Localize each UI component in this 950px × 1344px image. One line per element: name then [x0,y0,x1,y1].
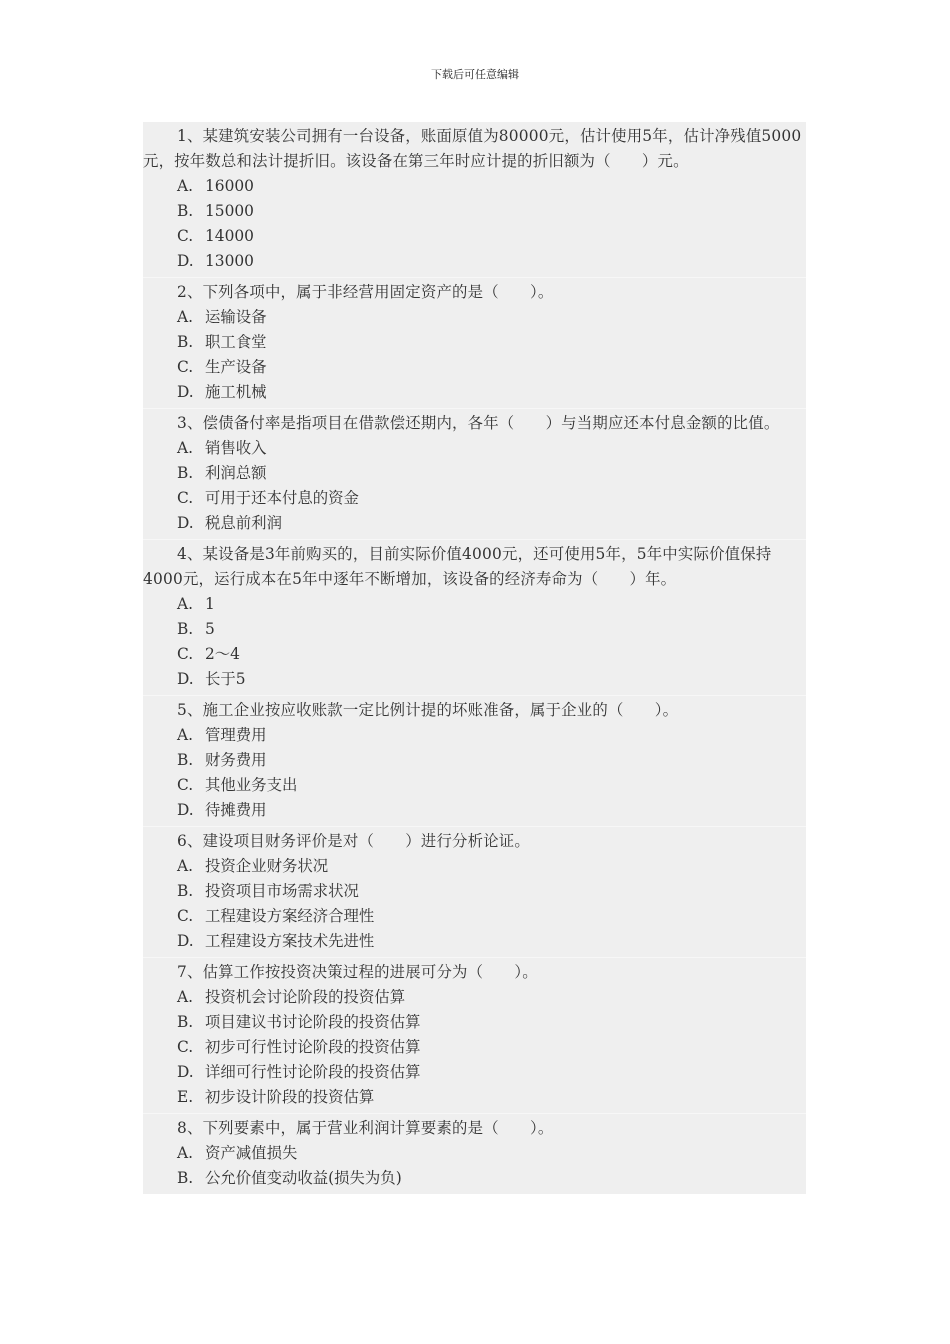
option-text: 5 [205,620,215,638]
question-8 [143,1114,806,1194]
option-text: 14000 [205,227,254,245]
option-text: 公允价值变动收益(损失为负) [205,1169,402,1187]
answer-option [143,436,806,461]
answer-option [143,199,806,224]
answer-option [143,249,806,274]
option-letter: A. [177,1144,194,1162]
answer-option [143,305,806,330]
answer-option [143,1035,806,1060]
option-letter: A. [177,308,194,326]
answer-option [143,511,806,536]
answer-option [143,1141,806,1166]
question-stem: 6、建设项目财务评价是对（ ）进行分析论证。 [177,832,530,850]
answer-option [143,854,806,879]
option-text: 生产设备 [205,358,267,376]
answer-option [143,879,806,904]
option-text: 管理费用 [205,726,267,744]
option-text: 职工食堂 [205,333,267,351]
option-letter: A. [177,988,194,1006]
answer-option [143,798,806,823]
question-7 [143,958,806,1113]
option-letter: D. [177,1063,194,1081]
option-letter: B. [177,333,194,351]
option-text: 工程建设方案经济合理性 [205,907,375,925]
question-1 [143,122,806,277]
option-letter: B. [177,882,194,900]
question-stem: 7、估算工作按投资决策过程的进展可分为（ ）。 [177,963,538,981]
question-stem: 4、某设备是3年前购买的，目前实际价值4000元，还可使用5年，5年中实际价值保持4000元，运行成本在5年中逐年不断增加，该设备的经济寿命为（ ）年。 [143,545,772,588]
option-letter: B. [177,1169,194,1187]
option-letter: B. [177,620,194,638]
option-text: 项目建议书讨论阶段的投资估算 [205,1013,421,1031]
answer-option [143,748,806,773]
option-text: 初步设计阶段的投资估算 [205,1088,375,1106]
answer-option [143,224,806,249]
option-text: 财务费用 [205,751,267,769]
option-text: 工程建设方案技术先进性 [205,932,375,950]
option-letter: A. [177,857,194,875]
answer-option [143,617,806,642]
option-letter: D. [177,514,194,532]
option-letter: C. [177,358,194,376]
page-header: 下载后可任意编辑 [431,68,519,81]
question-list [143,122,806,1194]
option-letter: B. [177,464,194,482]
question-6 [143,827,806,957]
option-letter: D. [177,252,194,270]
option-letter: C. [177,489,194,507]
answer-option [143,904,806,929]
answer-option [143,929,806,954]
option-letter: C. [177,907,194,925]
option-text: 13000 [205,252,254,270]
option-letter: B. [177,1013,194,1031]
answer-option [143,1166,806,1191]
answer-option [143,667,806,692]
answer-option [143,355,806,380]
option-text: 16000 [205,177,254,195]
answer-option [143,592,806,617]
option-text: 资产减值损失 [205,1144,298,1162]
option-text: 2～4 [205,645,240,663]
answer-option [143,486,806,511]
option-letter: A. [177,439,194,457]
option-text: 运输设备 [205,308,267,326]
option-letter: A. [177,726,194,744]
question-3 [143,409,806,539]
answer-option [143,174,806,199]
question-stem: 3、偿债备付率是指项目在借款偿还期内，各年（ ）与当期应还本付息金额的比值。 [177,414,780,432]
option-text: 初步可行性讨论阶段的投资估算 [205,1038,421,1056]
option-text: 长于5 [205,670,246,688]
option-letter: B. [177,751,194,769]
option-text: 投资企业财务状况 [205,857,329,875]
option-text: 销售收入 [205,439,267,457]
option-text: 15000 [205,202,254,220]
answer-option [143,723,806,748]
answer-option [143,461,806,486]
answer-option [143,1085,806,1110]
option-letter: D. [177,801,194,819]
option-letter: C. [177,1038,194,1056]
answer-option [143,773,806,798]
answer-option [143,642,806,667]
option-letter: A. [177,177,194,195]
option-letter: D. [177,383,194,401]
answer-option [143,985,806,1010]
answer-option [143,1060,806,1085]
option-letter: D. [177,932,194,950]
option-text: 1 [205,595,215,613]
question-stem: 1、某建筑安装公司拥有一台设备，账面原值为80000元，估计使用5年，估计净残值5000元，按年数总和法计提折旧。该设备在第三年时应计提的折旧额为（ ）元。 [143,127,802,170]
option-text: 施工机械 [205,383,267,401]
question-4 [143,540,806,695]
option-letter: D. [177,670,194,688]
option-text: 其他业务支出 [205,776,298,794]
option-text: 投资机会讨论阶段的投资估算 [205,988,406,1006]
option-text: 税息前利润 [205,514,282,532]
question-2 [143,278,806,408]
option-text: 可用于还本付息的资金 [205,489,359,507]
option-text: 待摊费用 [205,801,267,819]
option-letter: A. [177,595,194,613]
option-letter: C. [177,645,194,663]
question-stem: 2、下列各项中，属于非经营用固定资产的是（ ）。 [177,283,554,301]
option-letter: E. [177,1088,194,1106]
option-text: 利润总额 [205,464,267,482]
answer-option [143,380,806,405]
option-text: 详细可行性讨论阶段的投资估算 [205,1063,421,1081]
answer-option [143,1010,806,1035]
question-stem: 5、施工企业按应收账款一定比例计提的坏账准备，属于企业的（ ）。 [177,701,679,719]
question-5 [143,696,806,826]
option-text: 投资项目市场需求状况 [205,882,359,900]
option-letter: C. [177,227,194,245]
answer-option [143,330,806,355]
option-letter: B. [177,202,194,220]
option-letter: C. [177,776,194,794]
question-stem: 8、下列要素中，属于营业利润计算要素的是（ ）。 [177,1119,554,1137]
